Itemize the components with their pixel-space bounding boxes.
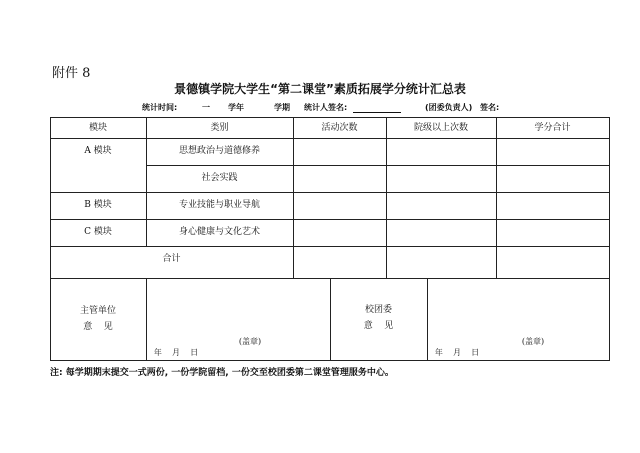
table-border-right xyxy=(609,117,610,361)
header-activity-count: 活动次数 xyxy=(321,122,358,133)
attachment-label: 附件 8 xyxy=(52,66,91,81)
category-social-practice: 社会实践 xyxy=(201,173,238,184)
info-time-label: 统计时间: xyxy=(142,103,178,112)
info-term-label: 学期 xyxy=(274,103,290,112)
signature-blank-line xyxy=(353,112,401,113)
module-a-label: A 模块 xyxy=(84,145,112,156)
total-label: 合计 xyxy=(162,254,181,265)
right-sign-label-1: 校团委 xyxy=(364,304,392,315)
module-b-label: B 模块 xyxy=(84,200,112,211)
footer-note: 注: 每学期期末提交一式两份, 一份学院留档, 一份交至校团委第二课堂管理服务中心。 xyxy=(50,368,394,378)
category-professional-skills: 专业技能与职业导航 xyxy=(178,200,260,211)
table-border-bottom xyxy=(50,360,610,361)
info-year-label: 学年 xyxy=(228,103,244,112)
info-sign-label: 签名: xyxy=(480,103,500,112)
table-line-v3 xyxy=(386,117,387,278)
info-counter-label: 统计人签名: xyxy=(304,103,348,112)
header-college-count: 院级以上次数 xyxy=(413,122,468,133)
header-credit-total: 学分合计 xyxy=(534,122,571,133)
header-category: 类别 xyxy=(210,122,229,133)
module-c-label: C 模块 xyxy=(84,227,112,238)
header-module: 模块 xyxy=(88,122,107,133)
info-dash: 一 xyxy=(202,103,210,112)
left-date: 年 月 日 xyxy=(153,348,199,358)
table-line-v4 xyxy=(496,117,497,278)
category-political-moral: 思想政治与道德修养 xyxy=(178,146,260,157)
left-sign-label-1: 主管单位 xyxy=(79,305,116,316)
right-seal: (盖章) xyxy=(521,337,545,347)
page-title: 景德镇学院大学生“第二课堂”素质拓展学分统计汇总表 xyxy=(174,82,466,96)
right-sign-label-2: 意 见 xyxy=(363,320,394,331)
table-line-v2 xyxy=(293,117,294,278)
info-leader-label: (团委负责人) xyxy=(425,103,473,112)
category-health-culture: 身心健康与文化艺术 xyxy=(178,227,260,238)
left-seal: (盖章) xyxy=(238,337,262,347)
right-date: 年 月 日 xyxy=(434,348,480,358)
left-sign-label-2: 意 见 xyxy=(83,321,113,332)
